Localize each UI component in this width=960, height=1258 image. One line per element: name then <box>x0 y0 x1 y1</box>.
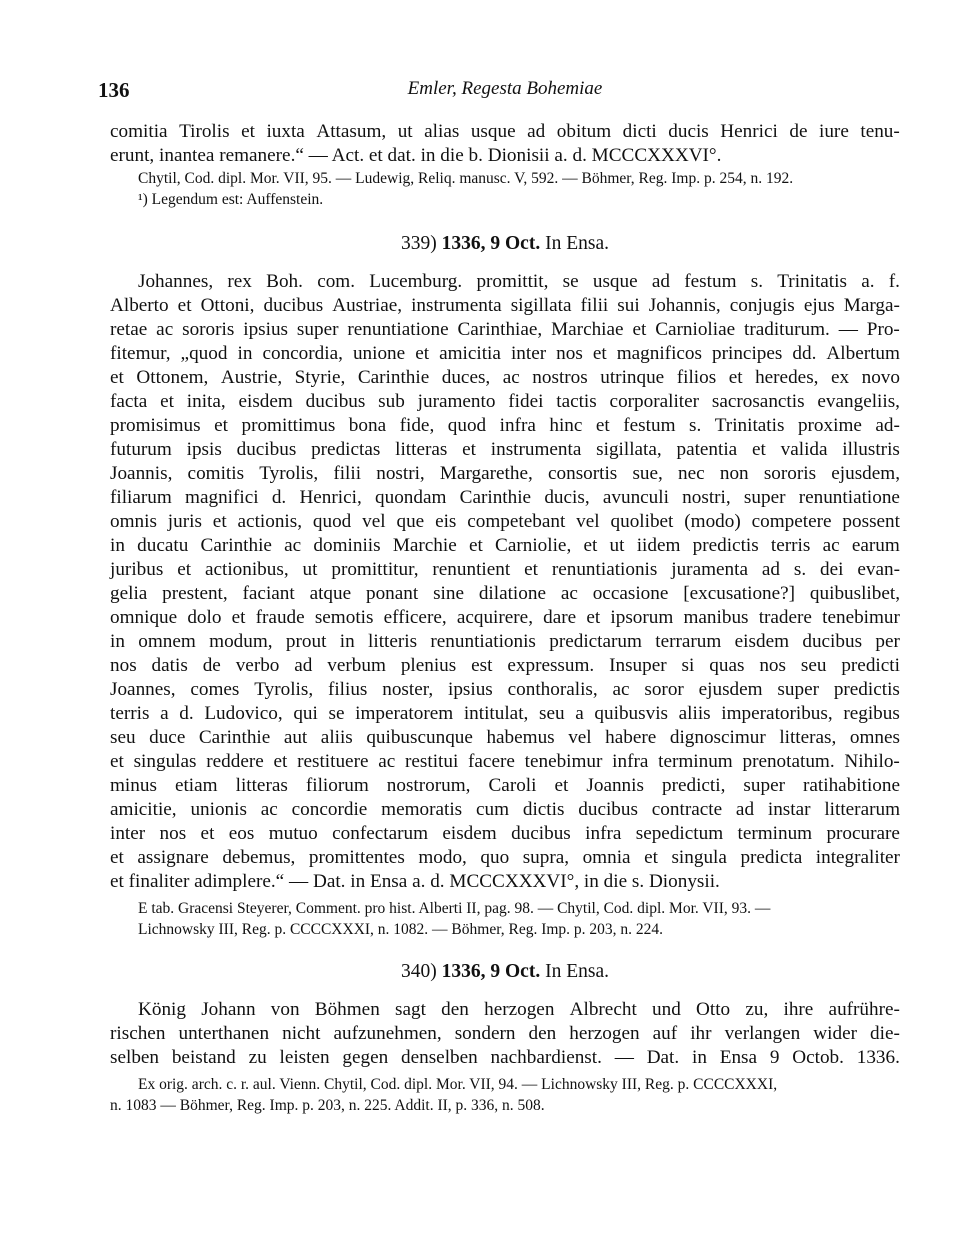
regest-entry <box>110 960 900 1116</box>
entry-date: 1336, 9 Oct. <box>441 233 541 254</box>
text-line: facta et inita, eisdem ducibus sub juramento fidei tactis corporaliter sacrosanctis evangeliis, <box>110 391 900 412</box>
entry-sources <box>110 1074 900 1116</box>
text-line: Johannes, rex Boh. com. Lucemburg. promittit, se usque ad festum s. Trinitatis a. f. <box>138 271 900 292</box>
text-line: in omnem modum, prout in litteris renuntiationis predictarum terrarum eisdem ducibus per <box>110 631 900 652</box>
text-line: amicitie, unionis ac concordie memoratis cum dictis ducibus contracte ad instar litterarum <box>110 799 900 820</box>
text-line: seu duce Carinthie aut aliis quibuscunque habemus vel habere dignoscimur litteras, omnes <box>110 727 900 748</box>
page-number: 136 <box>98 78 130 102</box>
text-line: selben beistand zu leisten gegen denselben nachbardienst. — Dat. in Ensa 9 Octob. 1336. <box>110 1047 900 1068</box>
text-line: gelia prestent, faciant atque ponant sine dilatione ac occasione [excusatione?] quibuslibet, <box>110 583 900 604</box>
text-line: omnis juris et actionis, quod vel que eis competebant vel quolibet (modo) competere possent <box>110 511 900 532</box>
text-line: et Ottonem, Austrie, Styrie, Carinthie duces, ac nostros utrinque filios et heredes, ex novo <box>110 367 900 388</box>
running-title: Emler, Regesta Bohemiae <box>407 78 603 99</box>
entry-sources <box>110 898 900 940</box>
text-line: fitemur, „quod in concordia, unione et amicitia inter nos et magnificos principes dd. Albertum <box>110 343 900 364</box>
entry-heading <box>110 232 900 256</box>
text-line: terris a d. Ludovico, qui se imperatorem intitulat, seu a quibusvis aliis imperatoribus, regibus <box>110 703 900 724</box>
entry-body <box>110 998 900 1070</box>
text-line: minus etiam litteras filiorum nostrorum, Caroli et Joannis predicti, super ratihabitione <box>110 775 900 796</box>
entry-place: In Ensa. <box>545 233 609 254</box>
entry-body <box>110 270 900 894</box>
text-line: erunt, inantea remanere.“ — Act. et dat. in die b. Dionisii a. d. MCCCXXXVI°. <box>110 145 722 166</box>
entry-number: 340) <box>401 961 437 982</box>
footnote: ¹) Legendum est: Auffenstein. <box>138 191 324 208</box>
text-line: promisimus et promittimus bona fide, quod infra hinc et festum s. Trinitatis proxime ad- <box>110 415 900 436</box>
text-line: nos datis de verbo ad verbum plenius est expressum. Insuper si quas nos seu predicti <box>110 655 900 676</box>
text-line: retae ac sororis ipsius super renuntiatione Carinthiae, Marchiae et Carnioliae traditurum. — Pro- <box>110 319 900 340</box>
source-citation: Ex orig. arch. c. r. aul. Vienn. Chytil, Cod. dipl. Mor. VII, 94. — Lichnowsky III, Reg. p. CCCCXXXI, <box>138 1076 778 1093</box>
text-line: juribus et actionibus, ut promittitur, renuntient et renuntiationis juramenta ad s. dei evan- <box>110 559 900 580</box>
text-line: rischen unterthanen nicht aufzunehmen, sondern den herzogen auf ihr verlangen wider die- <box>110 1023 900 1044</box>
text-line: Joannes, comes Tyrolis, filius noster, ipsius conthoralis, ac soror ejusdem super predictis <box>110 679 900 700</box>
entry-number: 339) <box>401 233 437 254</box>
text-line: inter nos et eos mutuo confectarum eisdem ducibus infra sepedictum terminum procurare <box>110 823 900 844</box>
source-citation: E tab. Gracensi Steyerer, Comment. pro hist. Alberti II, pag. 98. — Chytil, Cod. dipl. Mor. VII, 93. — <box>138 900 771 917</box>
source-citation: n. 1083 — Böhmer, Reg. Imp. p. 203, n. 225. Addit. II, p. 336, n. 508. <box>110 1097 545 1114</box>
page-header <box>98 66 900 106</box>
source-citation: Chytil, Cod. dipl. Mor. VII, 95. — Ludewig, Reliq. manusc. V, 592. — Böhmer, Reg. Imp. p. 254, n. 192. <box>138 170 794 187</box>
entry-date: 1336, 9 Oct. <box>441 961 541 982</box>
continued-text <box>110 120 900 210</box>
text-line: comitia Tirolis et iuxta Attasum, ut alias usque ad obitum dicti ducis Henrici de iure tenu- <box>110 121 900 142</box>
text-line: Alberto et Ottoni, ducibus Austriae, instrumenta sigillata filii sui Johannis, conjugis ejus Marga- <box>110 295 900 316</box>
entry-heading <box>110 960 900 984</box>
entry-place: In Ensa. <box>545 961 609 982</box>
text-line: et finaliter adimplere.“ — Dat. in Ensa a. d. MCCCXXXVI°, in die s. Dionysii. <box>110 871 720 892</box>
source-citation: Lichnowsky III, Reg. p. CCCCXXXI, n. 1082. — Böhmer, Reg. Imp. p. 203, n. 224. <box>138 921 664 938</box>
text-line: König Johann von Böhmen sagt den herzogen Albrecht und Otto zu, ihre aufrühre- <box>138 999 900 1020</box>
regest-entry <box>110 232 900 940</box>
text-line: futurum ipsis ducibus predictas litteras et instrumenta sigillata, patentia et valida illustris <box>110 439 900 460</box>
text-line: omnique dolo et fraude semotis efficere, acquirere, dare et ipsorum manibus tradere tenebimur <box>110 607 900 628</box>
text-line: in ducatu Carinthie ac dominiis Marchie et Carniolie, et ut iidem predictis terris ac earum <box>110 535 900 556</box>
text-line: et singulas reddere et restituere ac restitui facere tenebimur infra terminum prenotatum. Nihilo- <box>110 751 900 772</box>
text-line: filiarum magnifici d. Henrici, quondam Carinthie ducis, avunculi nostri, super renuntiatione <box>110 487 900 508</box>
text-line: et assignare debemus, promittentes modo, quo supra, omnia et singula predicta integraliter <box>110 847 900 868</box>
text-line: Joannis, comitis Tyrolis, filii nostri, Margarethe, consortis sue, nec non sororis ejusdem, <box>110 463 900 484</box>
document-page <box>98 66 900 1116</box>
